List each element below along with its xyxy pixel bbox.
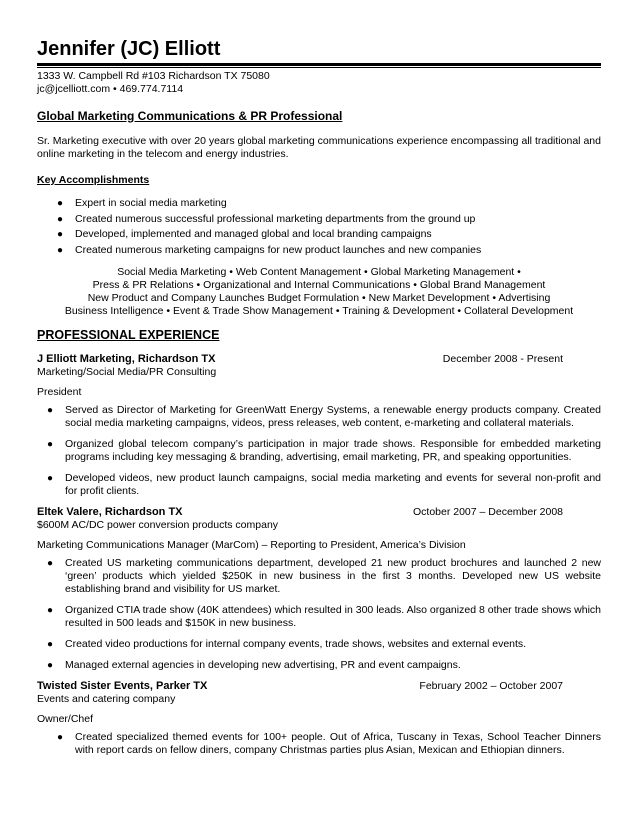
list-item: ● Served as Director of Marketing for GreenWatt Energy Systems, a renewable energy products company. Created social media marketing campaigns, videos, press releases, web content, e-marketing and collateral materials.	[47, 404, 601, 429]
list-item: ● Created numerous marketing campaigns for new product launches and new companies	[57, 243, 601, 259]
header-rule-thin	[37, 67, 601, 68]
accomplishments-list	[37, 196, 601, 258]
job-dates: February 2002 – October 2007	[419, 680, 563, 692]
job-company: Eltek Valere, Richardson TX	[37, 506, 183, 518]
job-header	[37, 680, 601, 693]
bullet-icon: ●	[57, 198, 64, 209]
candidate-name: Jennifer (JC) Elliott	[37, 38, 221, 60]
job-company: Twisted Sister Events, Parker TX	[37, 680, 208, 692]
bullet-icon: ●	[47, 405, 54, 416]
list-item: ● Organized CTIA trade show (40K attendees) which resulted in 300 leads. Also organized 8 other trade shows which resulted in 500 leads and $150K in new business.	[47, 604, 601, 629]
professional-headline: Global Marketing Communications & PR Professional	[37, 109, 343, 123]
bullet-icon: ●	[47, 660, 54, 671]
experience-title: PROFESSIONAL EXPERIENCE	[37, 328, 220, 342]
job-dates: October 2007 – December 2008	[412, 506, 563, 518]
contact-info: jc@jcelliott.com • 469.774.7114	[37, 83, 184, 95]
list-item: ● Expert in social media marketing	[57, 196, 601, 212]
bullet-icon: ●	[47, 439, 54, 450]
job-bullets	[37, 731, 601, 757]
job-role: President	[37, 386, 82, 398]
list-item: ● Developed videos, new product launch campaigns, social media marketing and events for several non-profit and for profit clients.	[47, 472, 601, 497]
resume-page	[37, 38, 601, 765]
bullet-icon: ●	[47, 558, 54, 569]
skills-block	[37, 266, 601, 318]
contact-block	[37, 70, 601, 96]
bullet-icon: ●	[47, 473, 54, 484]
summary: Sr. Marketing executive with over 20 years global marketing communications experience encompassing all traditional and online marketing in the telecom and energy industries.	[37, 135, 601, 160]
list-item: ● Developed, implemented and managed global and local branding campaigns	[57, 227, 601, 243]
bullet-icon: ●	[47, 605, 54, 616]
list-item: ● Created US marketing communications department, developed 21 new product brochures and launched 2 new ‘green’ products which yielded $250K in new business in the first 3 months. Developed new US website establishing brand and visibility for US market.	[47, 557, 601, 595]
bullet-icon: ●	[57, 213, 64, 225]
job-role: Marketing Communications Manager (MarCom) – Reporting to President, America’s Division	[37, 539, 466, 551]
job-company: J Elliott Marketing, Richardson TX	[37, 353, 216, 365]
job-dates: December 2008 - Present	[442, 353, 563, 365]
address: 1333 W. Campbell Rd #103 Richardson TX 75080	[37, 70, 270, 82]
list-item: ● Created numerous successful professional marketing departments from the ground up	[57, 212, 601, 228]
job-bullets	[37, 404, 601, 498]
list-item: ● Organized global telecom company’s participation in major trade shows. Responsible for embedded marketing programs including key messaging & branding, advertising, email marketing, PR, and speaking opportunities.	[47, 438, 601, 463]
job-header	[37, 353, 601, 366]
job-subtitle: Marketing/Social Media/PR Consulting	[37, 366, 217, 378]
skills-line: Press & PR Relations • Organizational and Internal Communications • Global Brand Management	[92, 279, 546, 291]
skills-line: Business Intelligence • Event & Trade Show Management • Training & Development • Collateral Development	[64, 305, 574, 317]
bullet-icon: ●	[57, 732, 64, 743]
skills-line: Social Media Marketing • Web Content Management • Global Marketing Management •	[117, 266, 521, 278]
accomplishments-title: Key Accomplishments	[37, 174, 150, 186]
list-item: ● Created specialized themed events for 100+ people. Out of Africa, Tuscany in Texas, School Teacher Dinners with report cards on fellow diners, company Christmas parties plus Asian, Mexican and Ethiopian dinners.	[57, 731, 601, 756]
list-item: ● Managed external agencies in developing new advertising, PR and event campaigns.	[47, 659, 461, 671]
job-role: Owner/Chef	[37, 713, 94, 725]
job-header	[37, 506, 601, 519]
bullet-icon: ●	[47, 639, 54, 650]
skills-line: New Product and Company Launches Budget Formulation • New Market Development • Advertising	[87, 292, 551, 304]
bullet-icon: ●	[57, 229, 64, 240]
bullet-icon: ●	[57, 244, 64, 256]
job-bullets	[37, 557, 601, 672]
list-item: ● Created video productions for internal company events, trade shows, websites and external events.	[47, 638, 527, 650]
header-rule-thick	[37, 63, 601, 66]
job-subtitle: Events and catering company	[37, 693, 176, 705]
job-subtitle: $600M AC/DC power conversion products company	[37, 519, 279, 531]
